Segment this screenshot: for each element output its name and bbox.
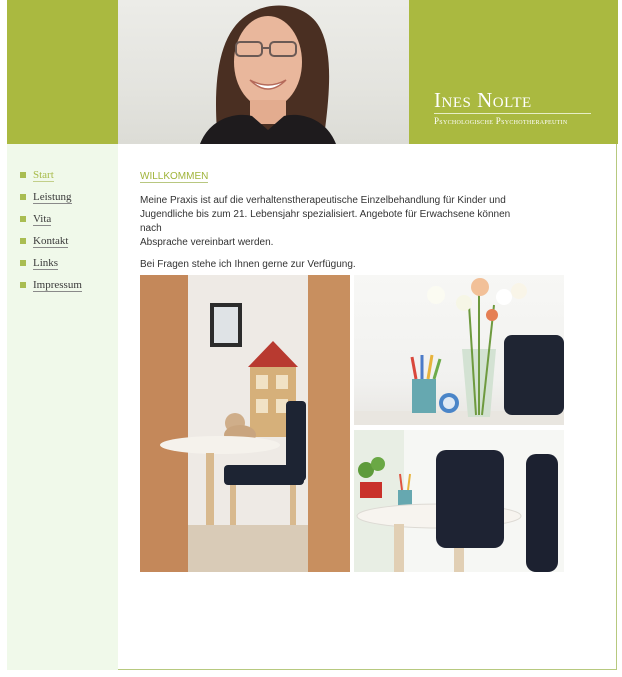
sidebar-item-links[interactable] bbox=[20, 252, 82, 274]
nav-link-links[interactable]: Links bbox=[33, 256, 59, 269]
nav-link-start[interactable]: Start bbox=[33, 168, 54, 181]
brand-name: Ines Nolte bbox=[434, 88, 532, 112]
sidebar-item-start[interactable] bbox=[20, 164, 82, 186]
header bbox=[7, 0, 618, 144]
sidebar-item-impressum[interactable] bbox=[20, 274, 82, 296]
sidebar-item-vita[interactable] bbox=[20, 208, 82, 230]
sidebar-nav bbox=[20, 164, 82, 296]
intro-line: Jugendliche bis zum 21. Lebensjahr spezialisiert. Angebote für Erwachsene können bbox=[140, 209, 511, 220]
nav-link-vita[interactable]: Vita bbox=[33, 212, 52, 225]
nav-link-kontakt[interactable]: Kontakt bbox=[33, 234, 69, 247]
welcome-heading[interactable]: WILLKOMMEN bbox=[140, 171, 209, 182]
sidebar-item-kontakt[interactable] bbox=[20, 230, 82, 252]
sidebar bbox=[7, 144, 118, 670]
contact-note: Bei Fragen stehe ich Ihnen gerne zur Verfügung. bbox=[140, 259, 356, 270]
page bbox=[7, 0, 618, 670]
portrait-photo bbox=[118, 0, 409, 144]
header-brand-panel bbox=[409, 0, 618, 144]
intro-paragraph bbox=[140, 194, 535, 250]
intro-line: Absprache vereinbart werden. bbox=[140, 237, 274, 248]
intro-line: nach bbox=[140, 223, 162, 234]
nav-link-impressum[interactable]: Impressum bbox=[33, 278, 82, 291]
intro-line: Meine Praxis ist auf die verhaltenstherapeutische Einzelbehandlung für Kinder und bbox=[140, 195, 506, 206]
header-left-panel bbox=[7, 0, 118, 144]
bullet-icon bbox=[20, 238, 26, 244]
flowers-photo bbox=[354, 275, 564, 425]
bullet-icon bbox=[20, 194, 26, 200]
bullet-icon bbox=[20, 282, 26, 288]
main-content bbox=[140, 166, 570, 271]
bullet-icon bbox=[20, 172, 26, 178]
bullet-icon bbox=[20, 216, 26, 222]
practice-room-photo bbox=[140, 275, 350, 572]
nav-link-leistung[interactable]: Leistung bbox=[33, 190, 72, 203]
brand-divider bbox=[434, 113, 591, 114]
bullet-icon bbox=[20, 260, 26, 266]
table-chairs-photo bbox=[354, 430, 564, 572]
sidebar-item-leistung[interactable] bbox=[20, 186, 82, 208]
brand-subtitle: Psychologische Psychotherapeutin bbox=[434, 116, 568, 126]
